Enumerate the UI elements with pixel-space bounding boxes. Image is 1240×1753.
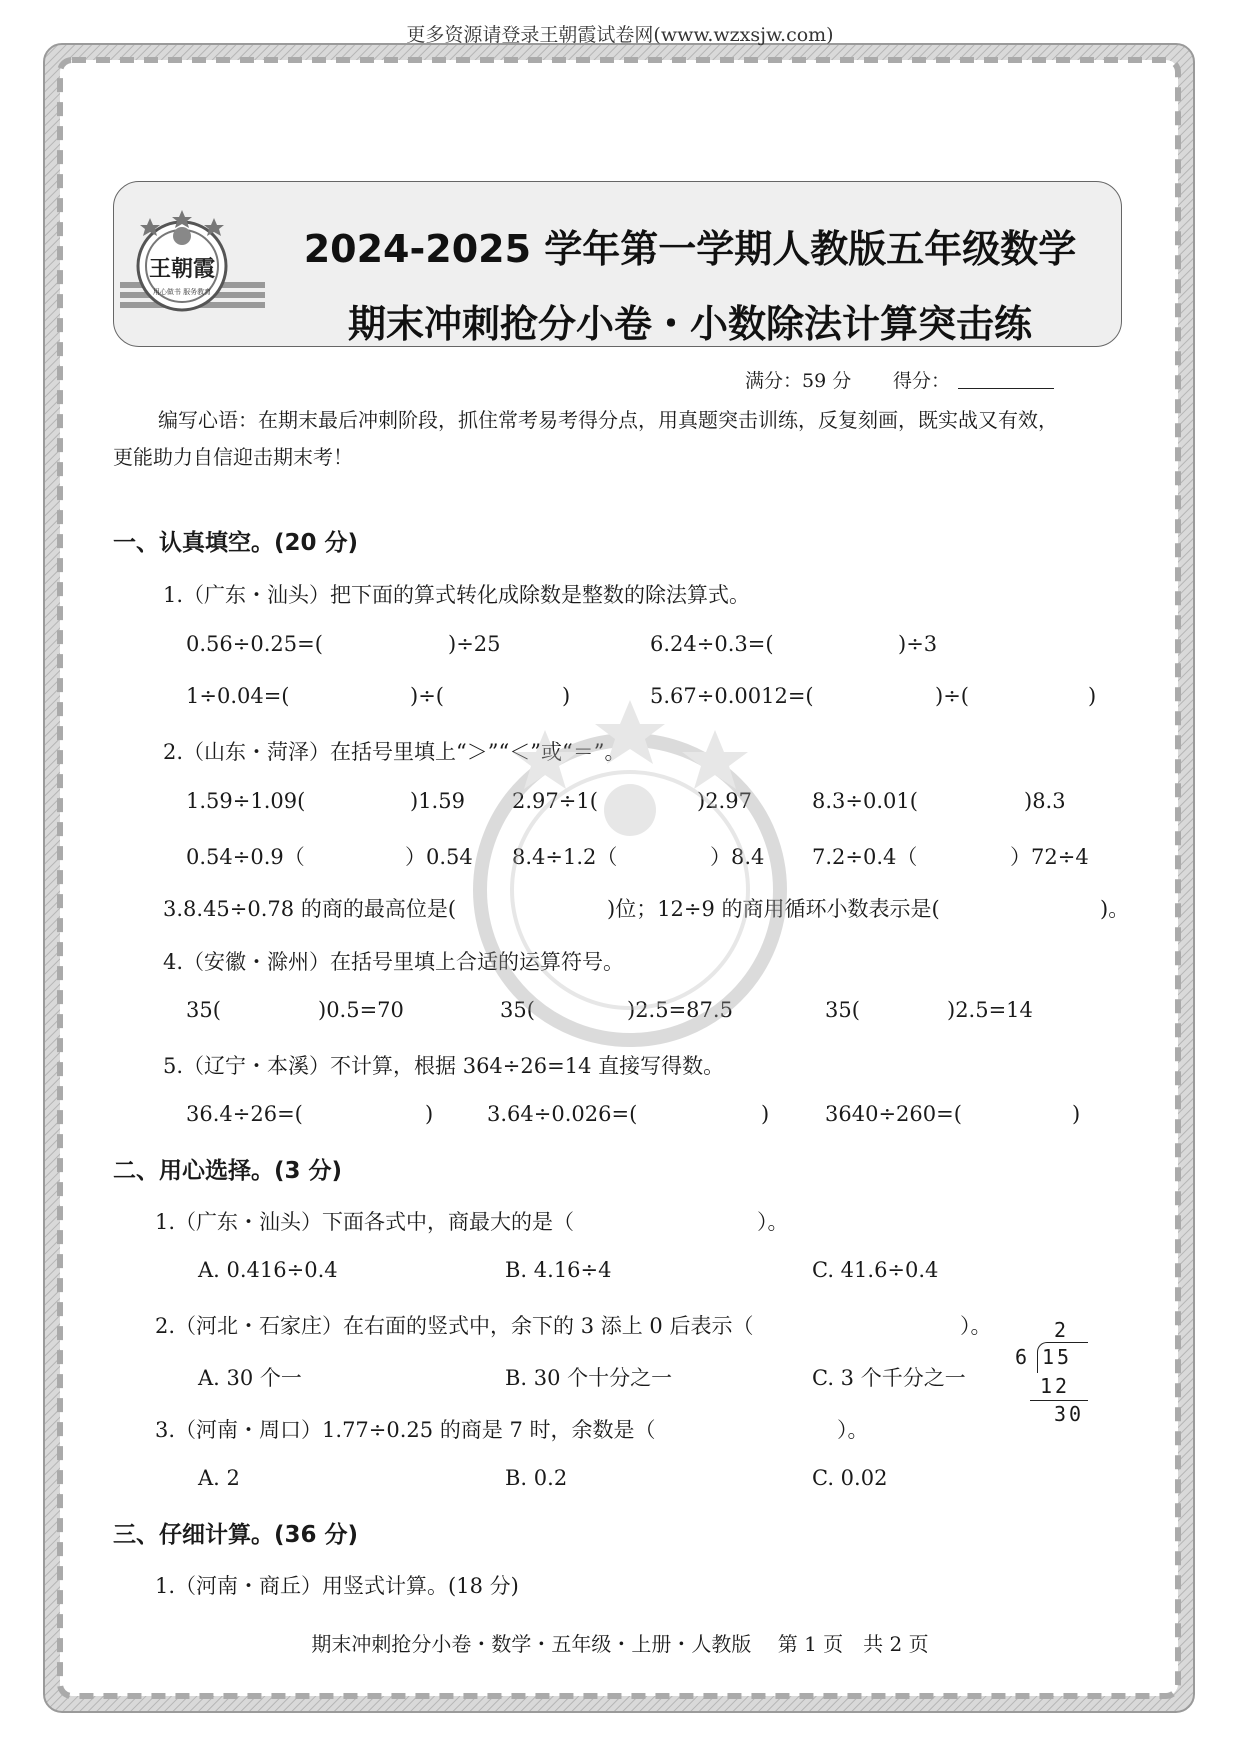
s2-q3-end: ）。 (837, 1418, 869, 1442)
s2-q2-stem: 2.（河北・石家庄）在右面的竖式中，余下的 3 添上 0 后表示（ (155, 1314, 754, 1338)
section-1-heading: 一、认真填空。(20 分) (113, 530, 359, 556)
division-line (1030, 1400, 1088, 1401)
s1-q5-d: ) (761, 1102, 770, 1126)
s2-q1-stem: 1.（广东・汕头）下面各式中，商最大的是（ (155, 1210, 575, 1234)
s1-q1-r1-b: )÷25 (448, 632, 501, 656)
watermark-logo (450, 690, 810, 1050)
s1-q2-r2-e: 7.2÷0.4（ (812, 845, 918, 869)
s1-q2-r2-d: ）8.4 (710, 845, 765, 869)
s2-q3-option-c: C. 0.02 (812, 1466, 888, 1490)
s1-q1-r2-c: ) (562, 684, 571, 708)
score-label: 得分： (893, 370, 951, 392)
brand-logo (120, 210, 265, 330)
s1-q1-r1-a: 0.56÷0.25=( (186, 632, 323, 656)
s1-q4-d: )2.5=87.5 (627, 998, 733, 1022)
s2-q2-option-a: A. 30 个一 (198, 1366, 302, 1390)
s1-q1-r2-f: ) (1088, 684, 1097, 708)
s1-q4-stem: 4.（安徽・滁州）在括号里填上合适的运算符号。 (163, 950, 625, 974)
title-line-1: 2024-2025 学年第一学期人教版五年级数学 (303, 227, 1077, 271)
s1-q1-r1-c: 6.24÷0.3=( (650, 632, 774, 656)
division-bracket (1037, 1342, 1088, 1373)
s1-q5-stem: 5.（辽宁・本溪）不计算，根据 364÷26=14 直接写得数。 (163, 1054, 725, 1078)
s1-q5-b: ) (425, 1102, 434, 1126)
page-footer: 期末冲刺抢分小卷・数学・五年级・上册・人教版 第 1 页 共 2 页 (311, 1632, 929, 1656)
logo-motto-text: 用心做书 服务教育 (152, 288, 212, 296)
s1-q5-f: ) (1072, 1102, 1081, 1126)
s1-q2-r2-c: 8.4÷1.2（ (512, 845, 618, 869)
s1-q3-part-c: )。 (1100, 897, 1130, 921)
s1-q1-stem: 1.（广东・汕头）把下面的算式转化成除数是整数的除法算式。 (163, 583, 751, 607)
s1-q5-c: 3.64÷0.026=( (487, 1102, 638, 1126)
intro-line-1: 编写心语：在期末最后冲刺阶段，抓住常考易考得分点，用真题突击训练，反复刻画，既实战又有效， (158, 408, 1058, 432)
s2-q3-stem: 3.（河南・周口）1.77÷0.25 的商是 7 时，余数是（ (155, 1418, 656, 1442)
s3-q1-stem: 1.（河南・商丘）用竖式计算。(18 分) (155, 1574, 519, 1598)
s1-q4-e: 35( (825, 998, 860, 1022)
logo-brand-text: 王朝霞 (148, 256, 216, 282)
score-blank (958, 388, 1054, 389)
s1-q2-r1-d: )2.97 (697, 789, 752, 813)
division-product: 12 (1040, 1374, 1071, 1398)
s1-q4-f: )2.5=14 (947, 998, 1033, 1022)
s2-q1-option-b: B. 4.16÷4 (505, 1258, 612, 1282)
full-score: 满分：59 分 (745, 370, 852, 392)
s2-q1-end: ）。 (757, 1210, 789, 1234)
s1-q4-a: 35( (186, 998, 221, 1022)
s2-q2-end: ）。 (960, 1314, 992, 1338)
s2-q2-option-b: B. 30 个十分之一 (505, 1366, 673, 1390)
s1-q3-part-a: 3.8.45÷0.78 的商的最高位是( (163, 897, 457, 921)
division-dividend: 15 (1042, 1345, 1073, 1369)
s1-q1-r2-a: 1÷0.04=( (186, 684, 290, 708)
s1-q2-r1-e: 8.3÷0.01( (812, 789, 918, 813)
s1-q2-r1-f: )8.3 (1024, 789, 1066, 813)
division-quotient: 2 (1054, 1318, 1067, 1342)
s1-q4-c: 35( (500, 998, 535, 1022)
s1-q2-r1-b: )1.59 (410, 789, 465, 813)
s1-q2-r1-c: 2.97÷1( (512, 789, 598, 813)
s2-q1-option-c: C. 41.6÷0.4 (812, 1258, 939, 1282)
s1-q2-stem: 2.（山东・菏泽）在括号里填上“＞”“＜”或“＝”。 (163, 740, 626, 764)
division-divisor: 6 (1015, 1345, 1028, 1369)
s1-q4-b: )0.5=70 (318, 998, 404, 1022)
s2-q2-option-c: C. 3 个千分之一 (812, 1366, 966, 1390)
section-2-heading: 二、用心选择。(3 分) (113, 1158, 343, 1184)
division-remainder: 30 (1054, 1402, 1085, 1426)
s1-q1-r2-e: )÷( (935, 684, 969, 708)
s1-q2-r2-b: ）0.54 (405, 845, 473, 869)
s1-q2-r1-a: 1.59÷1.09( (186, 789, 306, 813)
s1-q5-e: 3640÷260=( (825, 1102, 962, 1126)
section-3-heading: 三、仔细计算。(36 分) (113, 1522, 359, 1548)
s1-q1-r2-d: 5.67÷0.0012=( (650, 684, 814, 708)
title-line-2: 期末冲刺抢分小卷・小数除法计算突击练 (347, 302, 1032, 346)
s1-q1-r1-d: )÷3 (898, 632, 938, 656)
top-note: 更多资源请登录王朝霞试卷网(www.wzxsjw.com) (406, 24, 834, 46)
s2-q1-option-a: A. 0.416÷0.4 (198, 1258, 338, 1282)
s1-q5-a: 36.4÷26=( (186, 1102, 303, 1126)
s1-q1-r2-b: )÷( (410, 684, 444, 708)
intro-line-2: 更能助力自信迎击期末考！ (113, 445, 353, 469)
s2-q3-option-b: B. 0.2 (505, 1466, 568, 1490)
s1-q3-part-b: )位；12÷9 的商用循环小数表示是( (607, 897, 940, 921)
s1-q2-r2-a: 0.54÷0.9（ (186, 845, 305, 869)
s2-q3-option-a: A. 2 (198, 1466, 240, 1490)
s1-q2-r2-f: ）72÷4 (1010, 845, 1089, 869)
